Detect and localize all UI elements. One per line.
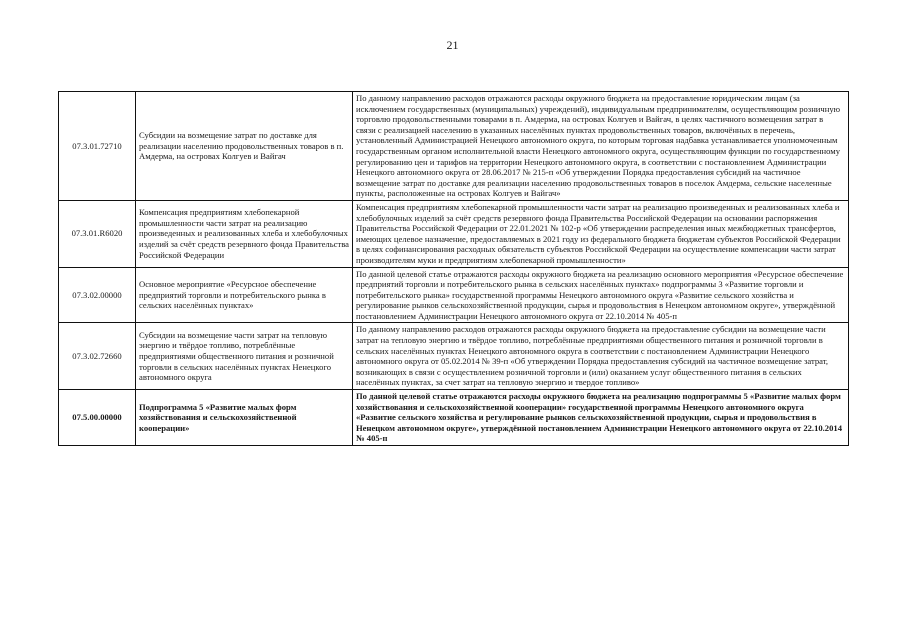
target-article-name: Компенсация предприятиям хлебопекарной промышленности части затрат на реализацию произведенных и реализованных хлеба и хлебобулочных изделий за счёт средств резервного фонда Правительства Российской Федерации — [136, 200, 353, 267]
budget-classification-table — [58, 91, 849, 446]
target-article-description: По данной целевой статье отражаются расходы окружного бюджета на реализацию подпрограммы 5 «Развитие малых форм хозяйствования и сельскохозяйственной кооперации» государственной программы Ненецкого автономного округа «Развитие сельского хозяйства и регулирование рынков сельскохозяйственной продукции, сырья и продовольствия в Ненецком автономном округе», утверждённой постановлением Администрации Ненецкого автономного округа от 22.10.2014 № 405-п — [353, 390, 849, 446]
target-article-code: 07.3.02.72660 — [59, 323, 136, 390]
page-number: 21 — [446, 38, 459, 52]
target-article-code: 07.3.01.72710 — [59, 92, 136, 201]
table-row — [59, 390, 849, 446]
table-row — [59, 92, 849, 201]
target-article-description: Компенсация предприятиям хлебопекарной промышленности части затрат на реализацию произведенных и реализованных хлеба и хлебобулочных изделий за счёт средств резервного фонда Правительства Российской Федерации на основании распоряжения Правительства Российской Федерации от 22.01.2021 № 102-р «Об утверждении распределения иных межбюджетных трансфертов, имеющих целевое назначение, предоставляемых в 2021 году из федерального бюджета бюджетам субъектов Российской Федерации в целях софинансирования расходных обязательств субъектов Российской Федерации на осуществление компенсации части затрат производителям муки и предприятиям хлебопекарной промышленности» — [353, 200, 849, 267]
target-article-description: По данному направлению расходов отражаются расходы окружного бюджета на предоставление юридическим лицам (за исключением государственных (муниципальных) учреждений), индивидуальным предпринимателям, осуществляющим розничную торговлю продовольственными товарами в п. Амдерма, на островах Колгуев и Вайгач, в целях частичного возмещения затрат в связи с реализацией населению в указанных населённых пунктах продовольственных товаров, включённых в перечень, установленный Администрацией Ненецкого автономного округа, по которым торговая надбавка устанавливается уполномоченным государственным органом исполнительной власти Ненецкого автономного округа, осуществляющим функции по государственному регулированию цен и тарифов на территории Ненецкого автономного округа, в соответствии с постановлением Администрации Ненецкого автономного округа от 28.06.2017 № 215-п «Об утверждении Порядка предоставления субсидий на частичное возмещение затрат по доставке для реализации населению продовольственных товаров в поселок Амдерма, сельские населенные пункты, расположенные на островах Колгуев и Вайгач» — [353, 92, 849, 201]
target-article-description: По данной целевой статье отражаются расходы окружного бюджета на реализацию основного мероприятия «Ресурсное обеспечение предприятий торговли и потребительского рынка в сельских населённых пунктах» подпрограммы 3 «Развитие торговли и потребительского рынка» государственной программы Ненецкого автономного округа «Развитие сельского хозяйства и регулирование рынков сельскохозяйственной продукции, сырья и продовольствия в Ненецком автономном округе», утверждённой постановлением Администрации Ненецкого автономного округа от 22.10.2014 № 405-п — [353, 267, 849, 323]
table-row — [59, 200, 849, 267]
target-article-description: По данному направлению расходов отражаются расходы окружного бюджета на предоставление субсидии на возмещение части затрат на тепловую энергию и твёрдое топливо, потреблённые предприятиями общественного питания и розничной торговли в сельских населённых пунктах Ненецкого автономного округа в соответствии с постановлением Администрации Ненецкого автономного округа от 05.02.2014 № 39-п «Об утверждении Порядка предоставления субсидий на частичное возмещение затрат, возникающих в связи с осуществлением розничной торговли и (или) оказанием услуг общественного питания в сельских населённых пунктах, за счет затрат на тепловую энергию и твердое топливо» — [353, 323, 849, 390]
target-article-code: 07.5.00.00000 — [59, 390, 136, 446]
table-row — [59, 323, 849, 390]
target-article-name: Субсидии на возмещение затрат по доставке для реализации населению продовольственных товаров в п. Амдерма, на островах Колгуев и Вайгач — [136, 92, 353, 201]
target-article-name: Основное мероприятие «Ресурсное обеспечение предприятий торговли и потребительского рынка в сельских населённых пунктах» — [136, 267, 353, 323]
target-article-name: Подпрограмма 5 «Развитие малых форм хозяйствования и сельскохозяйственной кооперации» — [136, 390, 353, 446]
table-row — [59, 267, 849, 323]
target-article-code: 07.3.01.R6020 — [59, 200, 136, 267]
target-article-code: 07.3.02.00000 — [59, 267, 136, 323]
target-article-name: Субсидии на возмещение части затрат на тепловую энергию и твёрдое топливо, потреблённые предприятиями общественного питания и розничной торговли в сельских населённых пунктах Ненецкого автономного округа — [136, 323, 353, 390]
